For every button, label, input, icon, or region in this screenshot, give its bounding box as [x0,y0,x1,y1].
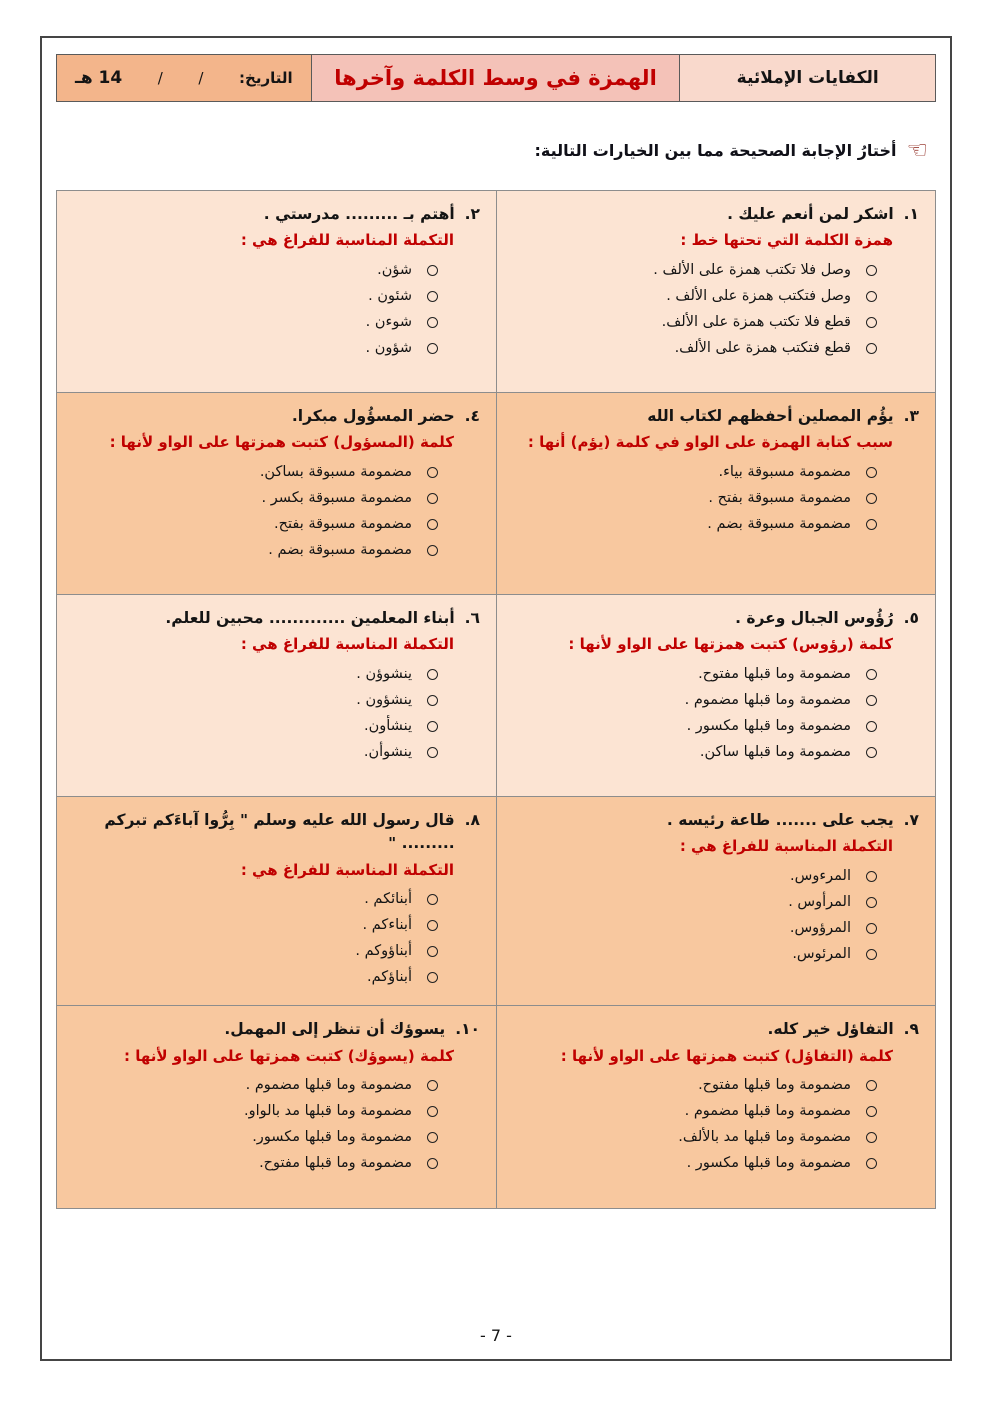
question-box-6 [57,595,496,797]
radio-circle-icon[interactable] [427,545,438,556]
radio-circle-icon[interactable] [866,291,877,302]
options-list [513,868,877,962]
answer-option[interactable] [513,744,877,760]
lesson-title-text: الهمزة في وسط الكلمة وآخرها [334,66,657,90]
answer-option[interactable] [73,692,438,708]
question-line [73,203,480,226]
pointing-hand-icon: ☜ [906,136,928,164]
question-subtitle: سبب كتابة الهمزة على الواو في كلمة (يؤم) أنها : [527,433,893,452]
option-label: مضمومة مسبوقة بياء. [718,464,851,480]
header-section-label [680,55,935,101]
answer-option[interactable] [513,1103,877,1119]
radio-circle-icon[interactable] [866,343,877,354]
question-number: ٨. [464,811,480,829]
question-subtitle: التكملة المناسبة للفراغ هي : [240,860,454,879]
question-subtitle: كلمة (رؤوس) كتبت همزتها على الواو لأنها : [568,635,893,654]
questions-grid [56,190,936,1209]
option-label: شوءن . [365,314,412,330]
header-date-cell [57,55,312,101]
question-text: رُؤُوس الجبال وعرة . [735,609,894,627]
question-text: اشكر لمن أنعم عليك . [727,205,894,223]
answer-option[interactable] [513,1077,877,1093]
radio-circle-icon[interactable] [866,519,877,530]
option-label: أبناؤكم. [366,969,412,986]
options-list [513,1077,877,1171]
option-label: المرؤوس. [789,920,851,936]
answer-option[interactable] [73,262,438,278]
answer-option[interactable] [73,516,438,532]
radio-circle-icon[interactable] [866,923,877,934]
option-label: مضمومة مسبوقة بساكن. [259,464,412,480]
radio-circle-icon[interactable] [866,871,877,882]
question-number: ٤. [464,407,480,425]
answer-option[interactable] [73,1155,438,1171]
answer-option[interactable] [73,542,438,558]
question-line [513,203,919,226]
question-subtitle: همزة الكلمة التي تحتها خط : [680,231,893,250]
option-label: وصل فلا تكتب همزة على الألف . [653,262,851,278]
radio-circle-icon[interactable] [427,1106,438,1117]
date-slash: / [198,69,204,87]
answer-option[interactable] [73,917,438,933]
radio-circle-icon[interactable] [427,1080,438,1091]
radio-circle-icon[interactable] [427,946,438,957]
radio-circle-icon[interactable] [866,1106,877,1117]
answer-option[interactable] [513,490,877,506]
date-year: 14 هـ [75,68,123,88]
option-label: ينشؤون . [356,692,412,708]
options-list [513,262,877,356]
radio-circle-icon[interactable] [866,1158,877,1169]
question-number: ٦. [464,609,480,627]
question-subtitle: كلمة (يسوؤك) كتبت همزتها على الواو لأنها : [124,1046,454,1065]
option-label: مضمومة مسبوقة بفتح. [274,516,412,532]
worksheet-header [56,54,936,102]
answer-option[interactable] [513,340,877,356]
radio-circle-icon[interactable] [866,747,877,758]
radio-circle-icon[interactable] [866,721,877,732]
option-label: ينشوؤن . [356,666,412,682]
question-box-4 [57,393,496,595]
option-label: مضمومة وما قبلها مكسور . [686,1155,851,1172]
answer-option[interactable] [73,718,438,734]
option-label: المرأوس . [788,894,851,910]
question-line [513,1018,919,1041]
answer-option[interactable] [73,314,438,330]
option-label: مضمومة وما قبلها مد بالألف. [678,1129,851,1146]
answer-option[interactable] [73,340,438,356]
question-number: ١٠. [455,1020,480,1039]
question-line [513,405,919,428]
answer-option[interactable] [513,692,877,708]
option-label: ينشأون. [363,718,412,734]
radio-circle-icon[interactable] [427,265,438,276]
question-box-1 [496,191,935,393]
radio-circle-icon[interactable] [427,894,438,905]
answer-option[interactable] [513,868,877,884]
question-number: ٥. [903,609,919,627]
option-label: أبناؤوكم . [355,943,412,960]
question-text: قال رسول الله عليه وسلم " بِرُّوا آباءَكم تبركم ......... " [104,811,455,853]
radio-circle-icon[interactable] [427,721,438,732]
question-text: أهتم بـ ......... مدرستي . [263,205,455,223]
option-label: مضمومة مسبوقة بضم . [268,542,412,558]
option-label: مضمومة مسبوقة بفتح . [708,490,851,506]
question-subtitle: التكملة المناسبة للفراغ هي : [240,635,454,654]
answer-option[interactable] [73,490,438,506]
question-subtitle: كلمة (المسؤول) كتبت همزتها على الواو لأنها : [109,433,454,452]
instruction-text: أختارُ الإجابة الصحيحة مما بين الخيارات التالية: [534,140,897,160]
answer-option[interactable] [513,920,877,936]
option-label: أبناءكم . [362,917,412,934]
radio-circle-icon[interactable] [866,949,877,960]
option-label: مضمومة وما قبلها مكسور . [686,718,851,734]
option-label: شؤون . [365,340,412,356]
question-line [73,809,480,856]
answer-option[interactable] [513,314,877,330]
option-label: مضمومة وما قبلها ساكن. [699,744,851,760]
radio-circle-icon[interactable] [427,920,438,931]
radio-circle-icon[interactable] [427,467,438,478]
radio-circle-icon[interactable] [866,493,877,504]
page-frame [40,36,952,1361]
radio-circle-icon[interactable] [866,669,877,680]
options-list [73,891,438,985]
options-list [513,666,877,760]
instruction-line [535,138,929,162]
options-list [73,1077,438,1171]
options-list [513,464,877,532]
question-number: ٢. [464,205,480,223]
options-list [73,262,438,356]
question-box-5 [496,595,935,797]
option-label: مضمومة مسبوقة بضم . [707,516,851,532]
question-box-10 [57,1006,496,1208]
radio-circle-icon[interactable] [866,467,877,478]
option-label: أبنائكم . [364,891,412,908]
radio-circle-icon[interactable] [427,669,438,680]
question-box-8 [57,797,496,1006]
question-line [73,405,480,428]
answer-option[interactable] [73,464,438,480]
option-label: مضمومة مسبوقة بكسر . [261,490,412,506]
answer-option[interactable] [73,1103,438,1119]
question-number: ٣. [903,407,919,425]
option-label: مضمومة وما قبلها مد بالواو. [244,1103,412,1120]
radio-circle-icon[interactable] [427,291,438,302]
radio-circle-icon[interactable] [427,493,438,504]
header-lesson-title [312,55,681,101]
option-label: المرئوس. [792,946,851,962]
question-box-7 [496,797,935,1006]
question-subtitle: كلمة (التفاؤل) كتبت همزتها على الواو لأنها : [560,1046,893,1065]
radio-circle-icon[interactable] [427,972,438,983]
question-box-2 [57,191,496,393]
question-text: التفاؤل خير كله. [767,1020,894,1039]
date-slash: / [157,69,163,87]
radio-circle-icon[interactable] [866,695,877,706]
radio-circle-icon[interactable] [427,1132,438,1143]
question-number: ٧. [903,811,919,829]
answer-option[interactable] [73,891,438,907]
date-label: التاريخ: [239,69,293,87]
option-label: مضمومة وما قبلها مفتوح. [259,1155,412,1172]
question-subtitle: التكملة المناسبة للفراغ هي : [679,837,893,856]
answer-option[interactable] [73,969,438,985]
radio-circle-icon[interactable] [427,317,438,328]
option-label: مضمومة وما قبلها مفتوح. [698,666,851,682]
options-list [73,464,438,558]
answer-option[interactable] [73,744,438,760]
option-label: وصل فتكتب همزة على الألف . [666,288,851,304]
radio-circle-icon[interactable] [866,265,877,276]
answer-option[interactable] [513,262,877,278]
answer-option[interactable] [513,718,877,734]
question-text: يؤُم المصلين أحفظهم لكتاب الله [647,407,894,425]
radio-circle-icon[interactable] [866,1080,877,1091]
option-label: ينشوأن. [363,744,412,760]
option-label: المرءوس. [790,868,851,884]
question-line [73,607,480,630]
question-number: ١. [903,205,919,223]
answer-option[interactable] [73,666,438,682]
question-line [513,607,919,630]
question-text: يجب على ....... طاعة رئيسه . [666,811,894,829]
radio-circle-icon[interactable] [866,317,877,328]
radio-circle-icon[interactable] [427,747,438,758]
option-label: شؤن. [377,262,412,278]
option-label: مضمومة وما قبلها مضموم . [684,1103,851,1120]
answer-option[interactable] [513,1129,877,1145]
option-label: قطع فتكتب همزة على الألف. [674,340,851,356]
answer-option[interactable] [513,946,877,962]
radio-circle-icon[interactable] [427,519,438,530]
question-text: يسوؤك أن تنظر إلى المهمل. [224,1020,446,1039]
answer-option[interactable] [73,943,438,959]
option-label: شئون . [368,288,412,304]
question-text: حضر المسؤُول مبكرا. [291,407,455,425]
option-label: مضمومة وما قبلها مضموم . [684,692,851,708]
section-label-text: الكفايات الإملائية [736,68,879,88]
option-label: مضمومة وما قبلها مكسور. [252,1129,412,1146]
page-number: - 7 - [480,1326,512,1345]
answer-option[interactable] [513,288,877,304]
radio-circle-icon[interactable] [866,1132,877,1143]
question-box-9 [496,1006,935,1208]
question-subtitle: التكملة المناسبة للفراغ هي : [240,231,454,250]
answer-option[interactable] [73,1077,438,1093]
answer-option[interactable] [513,666,877,682]
radio-circle-icon[interactable] [427,1158,438,1169]
question-line [513,809,919,832]
radio-circle-icon[interactable] [427,343,438,354]
option-label: مضمومة وما قبلها مفتوح. [698,1077,851,1094]
question-number: ٩. [903,1020,919,1039]
option-label: قطع فلا تكتب همزة على الألف. [661,314,851,330]
answer-option[interactable] [73,288,438,304]
question-box-3 [496,393,935,595]
answer-option[interactable] [513,894,877,910]
question-text: أبناء المعلمين ............. محبين للعلم. [165,609,455,627]
answer-option[interactable] [513,464,877,480]
answer-option[interactable] [513,1155,877,1171]
option-label: مضمومة وما قبلها مضموم . [245,1077,412,1094]
radio-circle-icon[interactable] [427,695,438,706]
question-line [73,1018,480,1041]
radio-circle-icon[interactable] [866,897,877,908]
answer-option[interactable] [73,1129,438,1145]
options-list [73,666,438,760]
answer-option[interactable] [513,516,877,532]
